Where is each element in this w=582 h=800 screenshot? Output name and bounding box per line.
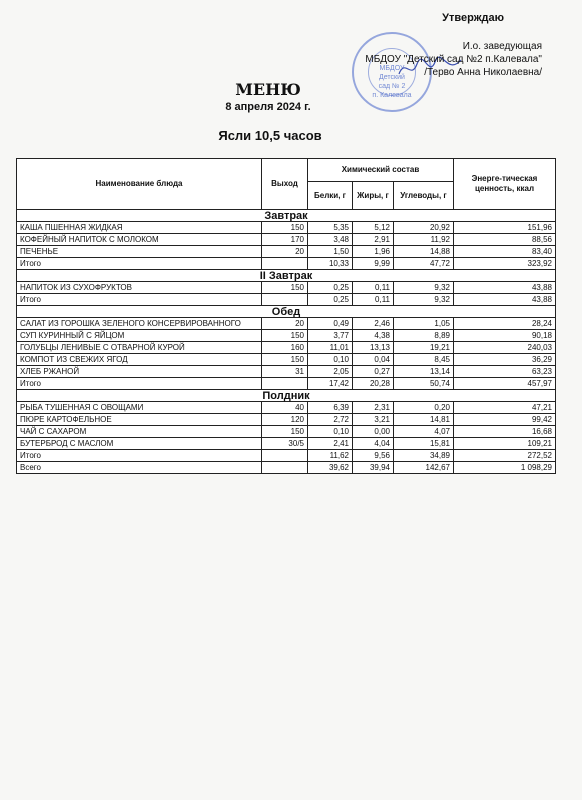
table-cell: Итого — [17, 294, 262, 306]
table-cell: 28,24 — [454, 318, 556, 330]
total-row — [17, 378, 556, 390]
total-row — [17, 258, 556, 270]
table-cell: 2,72 — [308, 414, 353, 426]
table-cell: 9,99 — [353, 258, 394, 270]
table-cell: 240,03 — [454, 342, 556, 354]
table-cell: 0,10 — [308, 426, 353, 438]
table-cell: 19,21 — [394, 342, 454, 354]
table-cell: 20,92 — [394, 222, 454, 234]
group-name: Ясли 10,5 часов — [218, 128, 322, 143]
table-cell: 50,74 — [394, 378, 454, 390]
menu-date: 8 апреля 2024 г. — [225, 101, 311, 113]
table-cell: 2,46 — [353, 318, 394, 330]
table-cell: 5,12 — [353, 222, 394, 234]
table-cell: 4,07 — [394, 426, 454, 438]
table-cell: 40 — [262, 402, 308, 414]
table-cell: 20,28 — [353, 378, 394, 390]
table-cell: ГОЛУБЦЫ ЛЕНИВЫЕ С ОТВАРНОЙ КУРОЙ — [17, 342, 262, 354]
table-cell — [262, 450, 308, 462]
section-row — [17, 390, 556, 402]
table-cell: 14,81 — [394, 414, 454, 426]
table-cell: 150 — [262, 426, 308, 438]
table-cell: 0,25 — [308, 282, 353, 294]
table-cell: ПЮРЕ КАРТОФЕЛЬНОЕ — [17, 414, 262, 426]
table-cell: 2,41 — [308, 438, 353, 450]
position-text: И.о. заведующая — [462, 41, 542, 52]
table-cell: САЛАТ ИЗ ГОРОШКА ЗЕЛЕНОГО КОНСЕРВИРОВАННОГО — [17, 318, 262, 330]
column-header-carbs: Углеводы, г — [394, 182, 454, 210]
table-cell: 3,77 — [308, 330, 353, 342]
table-cell: 63,23 — [454, 366, 556, 378]
table-cell: КОФЕЙНЫЙ НАПИТОК С МОЛОКОМ — [17, 234, 262, 246]
table-cell: 39,62 — [308, 462, 353, 474]
table-cell — [262, 258, 308, 270]
table-cell: 9,56 — [353, 450, 394, 462]
column-header-yield: Выход — [262, 159, 308, 210]
table-cell: 11,62 — [308, 450, 353, 462]
table-cell: 150 — [262, 330, 308, 342]
table-row — [17, 366, 556, 378]
table-cell: 150 — [262, 282, 308, 294]
table-cell: 0,20 — [394, 402, 454, 414]
table-cell: ПЕЧЕНЬЕ — [17, 246, 262, 258]
table-cell: 16,68 — [454, 426, 556, 438]
table-cell: 0,10 — [308, 354, 353, 366]
table-cell: 109,21 — [454, 438, 556, 450]
total-row — [17, 450, 556, 462]
stamp-line: п. Калевала — [372, 92, 412, 99]
table-cell: 2,31 — [353, 402, 394, 414]
table-cell: 170 — [262, 234, 308, 246]
organization-text: МБДОУ "Детский сад №2 п.Калевала" — [365, 54, 542, 65]
table-cell: 15,81 — [394, 438, 454, 450]
table-cell — [262, 294, 308, 306]
stamp-line: сад № 2 — [378, 83, 406, 90]
grand-total-row — [17, 462, 556, 474]
table-cell: Итого — [17, 258, 262, 270]
table-cell: 43,88 — [454, 294, 556, 306]
table-cell: 20 — [262, 246, 308, 258]
table-cell: 1,05 — [394, 318, 454, 330]
table-cell: 2,05 — [308, 366, 353, 378]
table-cell: 4,04 — [353, 438, 394, 450]
table-row — [17, 222, 556, 234]
table-cell: БУТЕРБРОД С МАСЛОМ — [17, 438, 262, 450]
table-cell: 150 — [262, 222, 308, 234]
table-cell: 83,40 — [454, 246, 556, 258]
table-cell: 0,04 — [353, 354, 394, 366]
table-cell: 4,38 — [353, 330, 394, 342]
table-row — [17, 402, 556, 414]
table-row — [17, 330, 556, 342]
column-header-chem: Химический состав — [308, 159, 454, 182]
stamp-line: Детский — [379, 74, 405, 81]
table-cell: 120 — [262, 414, 308, 426]
table-cell: 13,14 — [394, 366, 454, 378]
table-cell: ХЛЕБ РЖАНОЙ — [17, 366, 262, 378]
table-cell: 457,97 — [454, 378, 556, 390]
section-row — [17, 210, 556, 222]
table-cell: 31 — [262, 366, 308, 378]
name-text: /Терво Анна Николаевна/ — [424, 67, 542, 78]
column-header-name: Наименование блюда — [17, 159, 262, 210]
table-cell: Итого — [17, 378, 262, 390]
table-cell: 90,18 — [454, 330, 556, 342]
table-cell: 9,32 — [394, 294, 454, 306]
table-cell: 272,52 — [454, 450, 556, 462]
total-row — [17, 294, 556, 306]
table-cell: 43,88 — [454, 282, 556, 294]
table-cell: 151,96 — [454, 222, 556, 234]
table-cell: 36,29 — [454, 354, 556, 366]
table-cell: 8,45 — [394, 354, 454, 366]
table-cell: 3,48 — [308, 234, 353, 246]
table-cell: 9,32 — [394, 282, 454, 294]
table-cell: 47,21 — [454, 402, 556, 414]
table-cell: 1 098,29 — [454, 462, 556, 474]
table-cell: Итого — [17, 450, 262, 462]
table-cell: 11,92 — [394, 234, 454, 246]
column-header-energy: Энерге-тическая ценность, ккал — [454, 159, 556, 210]
table-cell: ЧАЙ С САХАРОМ — [17, 426, 262, 438]
table-row — [17, 234, 556, 246]
table-cell: 8,89 — [394, 330, 454, 342]
table-cell: 1,96 — [353, 246, 394, 258]
table-cell: 323,92 — [454, 258, 556, 270]
table-cell: 160 — [262, 342, 308, 354]
table-cell: 142,67 — [394, 462, 454, 474]
table-cell: 34,89 — [394, 450, 454, 462]
table-cell: РЫБА ТУШЕННАЯ С ОВОЩАМИ — [17, 402, 262, 414]
table-cell: КАША ПШЕННАЯ ЖИДКАЯ — [17, 222, 262, 234]
table-cell: 13,13 — [353, 342, 394, 354]
table-cell: 39,94 — [353, 462, 394, 474]
approve-label: Утверждаю — [442, 12, 504, 24]
section-row — [17, 270, 556, 282]
table-cell: 10,33 — [308, 258, 353, 270]
section-title: Полдник — [17, 390, 556, 402]
approval-block — [282, 40, 542, 79]
table-cell: 1,50 — [308, 246, 353, 258]
column-header-fat: Жиры, г — [353, 182, 394, 210]
section-title: Завтрак — [17, 210, 556, 222]
menu-table-body — [17, 210, 556, 474]
table-cell: 6,39 — [308, 402, 353, 414]
table-row — [17, 426, 556, 438]
page-title: МЕНЮ — [235, 80, 301, 99]
table-row — [17, 438, 556, 450]
section-title: II Завтрак — [17, 270, 556, 282]
table-cell: 17,42 — [308, 378, 353, 390]
table-cell: НАПИТОК ИЗ СУХОФРУКТОВ — [17, 282, 262, 294]
table-cell: 0,11 — [353, 294, 394, 306]
table-cell: КОМПОТ ИЗ СВЕЖИХ ЯГОД — [17, 354, 262, 366]
table-cell: 5,35 — [308, 222, 353, 234]
table-row — [17, 354, 556, 366]
table-cell: Всего — [17, 462, 262, 474]
table-cell: 11,01 — [308, 342, 353, 354]
table-cell: СУП КУРИННЫЙ С ЯЙЦОМ — [17, 330, 262, 342]
table-cell: 47,72 — [394, 258, 454, 270]
column-header-protein: Белки, г — [308, 182, 353, 210]
table-row — [17, 342, 556, 354]
table-row — [17, 282, 556, 294]
table-cell: 150 — [262, 354, 308, 366]
table-cell: 88,56 — [454, 234, 556, 246]
table-cell — [262, 378, 308, 390]
table-cell: 30/5 — [262, 438, 308, 450]
section-title: Обед — [17, 306, 556, 318]
table-cell: 0,00 — [353, 426, 394, 438]
table-cell — [262, 462, 308, 474]
table-cell: 0,49 — [308, 318, 353, 330]
table-cell: 0,11 — [353, 282, 394, 294]
table-cell: 99,42 — [454, 414, 556, 426]
table-cell: 3,21 — [353, 414, 394, 426]
table-cell: 0,27 — [353, 366, 394, 378]
menu-table — [16, 158, 556, 474]
table-cell: 2,91 — [353, 234, 394, 246]
table-cell: 20 — [262, 318, 308, 330]
table-cell: 14,88 — [394, 246, 454, 258]
stamp-line: МБДОУ — [379, 65, 405, 72]
section-row — [17, 306, 556, 318]
table-cell: 0,25 — [308, 294, 353, 306]
table-row — [17, 246, 556, 258]
table-row — [17, 414, 556, 426]
table-row — [17, 318, 556, 330]
